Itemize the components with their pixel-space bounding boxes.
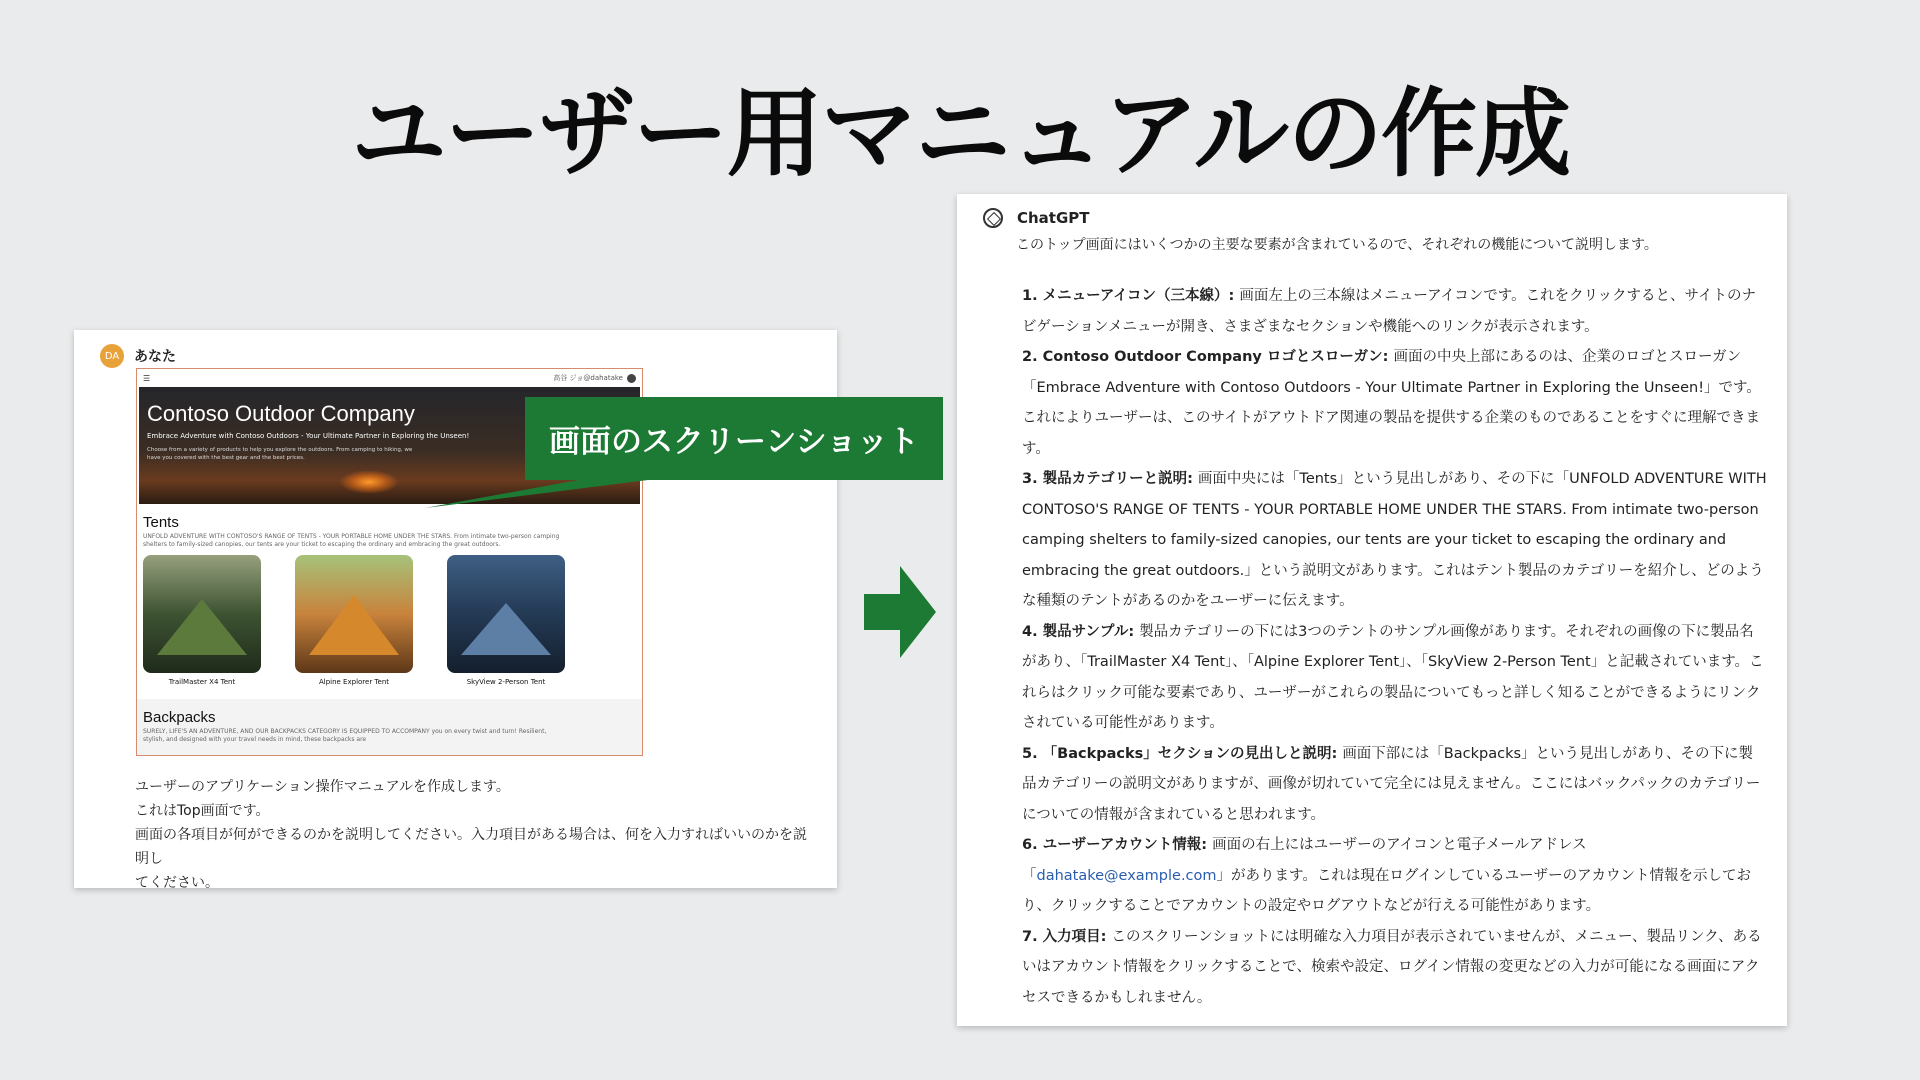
preview-backpacks-section [137, 699, 642, 755]
preview-product-card [447, 555, 565, 686]
preview-product-name: SkyView 2-Person Tent [466, 677, 546, 686]
arrow-right-icon [864, 566, 936, 658]
preview-topbar [137, 369, 642, 387]
screenshot-callout: 画面のスクリーンショット [525, 397, 943, 480]
answer-item-body: 画面の右上にはユーザーのアイコンと電子メールアドレス「 [1022, 837, 1587, 884]
answer-item-heading: 1. メニューアイコン（三本線）: [1022, 288, 1240, 304]
answer-item [1022, 922, 1767, 1014]
preview-product-card [295, 555, 413, 686]
user-message-header [100, 344, 176, 368]
answer-item [1022, 739, 1767, 831]
answer-item-heading: 6. ユーザーアカウント情報: [1022, 837, 1213, 853]
chatgpt-response-card [957, 194, 1787, 1026]
tent-image [295, 555, 413, 673]
user-message-line: 画面の各項目が何ができるのかを説明してください。入力項目がある場合は、何を入力すればいいのかを説明し [135, 827, 807, 867]
slide-title: ユーザー用マニュアルの作成 [350, 78, 1570, 190]
answer-item-heading: 5. 「Backpacks」セクションの見出しと説明: [1022, 745, 1343, 762]
answer-item-body: 画面左上の三本線はメニューアイコンです。これをクリックすると、サイトのナビゲーションメニューが開き、さまざまなセクションや機能へのリンクが表示されます。 [1022, 288, 1757, 335]
preview-product-name: TrailMaster X4 Tent [168, 677, 236, 686]
menu-icon: ☰ [143, 373, 151, 383]
user-message-text [135, 775, 815, 895]
preview-products [137, 551, 642, 690]
answer-item [1022, 464, 1767, 617]
preview-product-name: Alpine Explorer Tent [318, 677, 390, 686]
chatgpt-header [983, 208, 1090, 228]
preview-hero-subtitle: Embrace Adventure with Contoso Outdoors - Your Ultimate Partner in Exploring the Unseen! [147, 432, 470, 440]
preview-tents-desc: UNFOLD ADVENTURE WITH CONTOSO'S RANGE OF TENTS - YOUR PORTABLE HOME UNDER THE STARS. From intimate two-person camping shelters to family-sized canopies, our tents are your ticket to escaping the ordinary and embracing the great outdoors. [143, 533, 560, 548]
chatgpt-name: ChatGPT [1017, 209, 1090, 227]
preview-user-label: 高谷 ジョ@dahatake [553, 374, 623, 382]
email-link[interactable]: dahatake@example.com [1036, 867, 1217, 884]
answer-item [1022, 342, 1767, 464]
chatgpt-intro: このトップ画面にはいくつかの主要な要素が含まれているので、それぞれの機能について説明します。 [1016, 237, 1658, 253]
answer-item-body: このスクリーンショットには明確な入力項目が表示されていませんが、メニュー、製品リンク、あるいはアカウント情報をクリックすることで、検索や設定、ログイン情報の変更などの入力が可能になる画面にアクセスできるかもしれません。 [1022, 928, 1762, 1006]
user-message-line: ユーザーのアプリケーション操作マニュアルを作成します。 [135, 779, 510, 795]
answer-item-body: 製品カテゴリーの下には3つのテントのサンプル画像があります。それぞれの画像の下に製品名があり、「TrailMaster X4 Tent」、「Alpine Explorer Tent」、「SkyView 2-Person Tent」と記載されています。これらはクリック可能な要素であり、ユーザーがこれらの製品についてもっと詳しく知ることができるようにリンクされている可能性があります。 [1022, 623, 1764, 731]
tent-image [143, 555, 261, 673]
chatgpt-answer-list [1022, 281, 1767, 1013]
user-message-line: これはTop画面です。 [135, 803, 270, 819]
answer-item-heading: 3. 製品カテゴリーと説明: [1022, 471, 1198, 487]
answer-item-body: 画面の中央上部にあるのは、企業のロゴとスローガン「Embrace Adventure with Contoso Outdoors - Your Ultimate Partner in Exploring the Unseen!」です。これによりユーザーは、このサイトがアウトドア関連の製品を提供する企業のものであることをすぐに理解できます。 [1022, 349, 1761, 457]
preview-hero-desc: Choose from a variety of products to help you explore the outdoors. From camping to hiking, we have you covered with the best gear and the best prices. [147, 447, 413, 461]
user-name: あなた [134, 349, 176, 365]
answer-item [1022, 617, 1767, 739]
preview-user-avatar [627, 374, 636, 383]
answer-item-heading: 4. 製品サンプル: [1022, 623, 1140, 640]
preview-backpacks-title: Backpacks [143, 709, 216, 726]
preview-user-info [553, 373, 636, 383]
preview-hero-title: Contoso Outdoor Company [147, 401, 415, 426]
answer-item-heading: 2. Contoso Outdoor Company ロゴとスローガン: [1022, 349, 1394, 365]
answer-item-body: 」があります。これは現在ログインしているユーザーのアカウント情報を示しており、クリックすることでアカウントの設定やログアウトなどが行える可能性があります。 [1022, 867, 1751, 914]
answer-item-body: 画面下部には「Backpacks」という見出しがあり、その下に製品カテゴリーの説明文がありますが、画像が切れていて完全には見えません。ここにはバックパックのカテゴリーについての情報が含まれていると思われます。 [1022, 745, 1761, 823]
preview-tents-title: Tents [143, 514, 179, 531]
answer-item-body: 画面中央には「Tents」という見出しがあり、その下に「UNFOLD ADVENTURE WITH CONTOSO'S RANGE OF TENTS - YOUR PORTABLE HOME UNDER THE STARS. From intimate two-person camping shelters to family-sized canopies, our tents are your ticket to escaping the ordinary and embracing the great outdoors.」という説明文があります。これはテント製品のカテゴリーを紹介し、どのような種類のテントがあるのかをユーザーに伝えます。 [1022, 471, 1767, 609]
user-message-line: てください。 [135, 875, 219, 891]
answer-item-heading: 7. 入力項目: [1022, 928, 1112, 945]
preview-product-card [143, 555, 261, 686]
preview-backpacks-desc: SURELY, LIFE'S AN ADVENTURE, AND OUR BACKPACKS CATEGORY IS EQUIPPED TO ACCOMPANY you on every twist and turn! Resilient, stylish, and designed with your travel needs in mind, these backpacks are [143, 728, 547, 743]
answer-item [1022, 830, 1767, 922]
answer-item [1022, 281, 1767, 342]
user-avatar: DA [100, 344, 124, 368]
tent-image [447, 555, 565, 673]
chatgpt-logo-icon [983, 208, 1003, 228]
